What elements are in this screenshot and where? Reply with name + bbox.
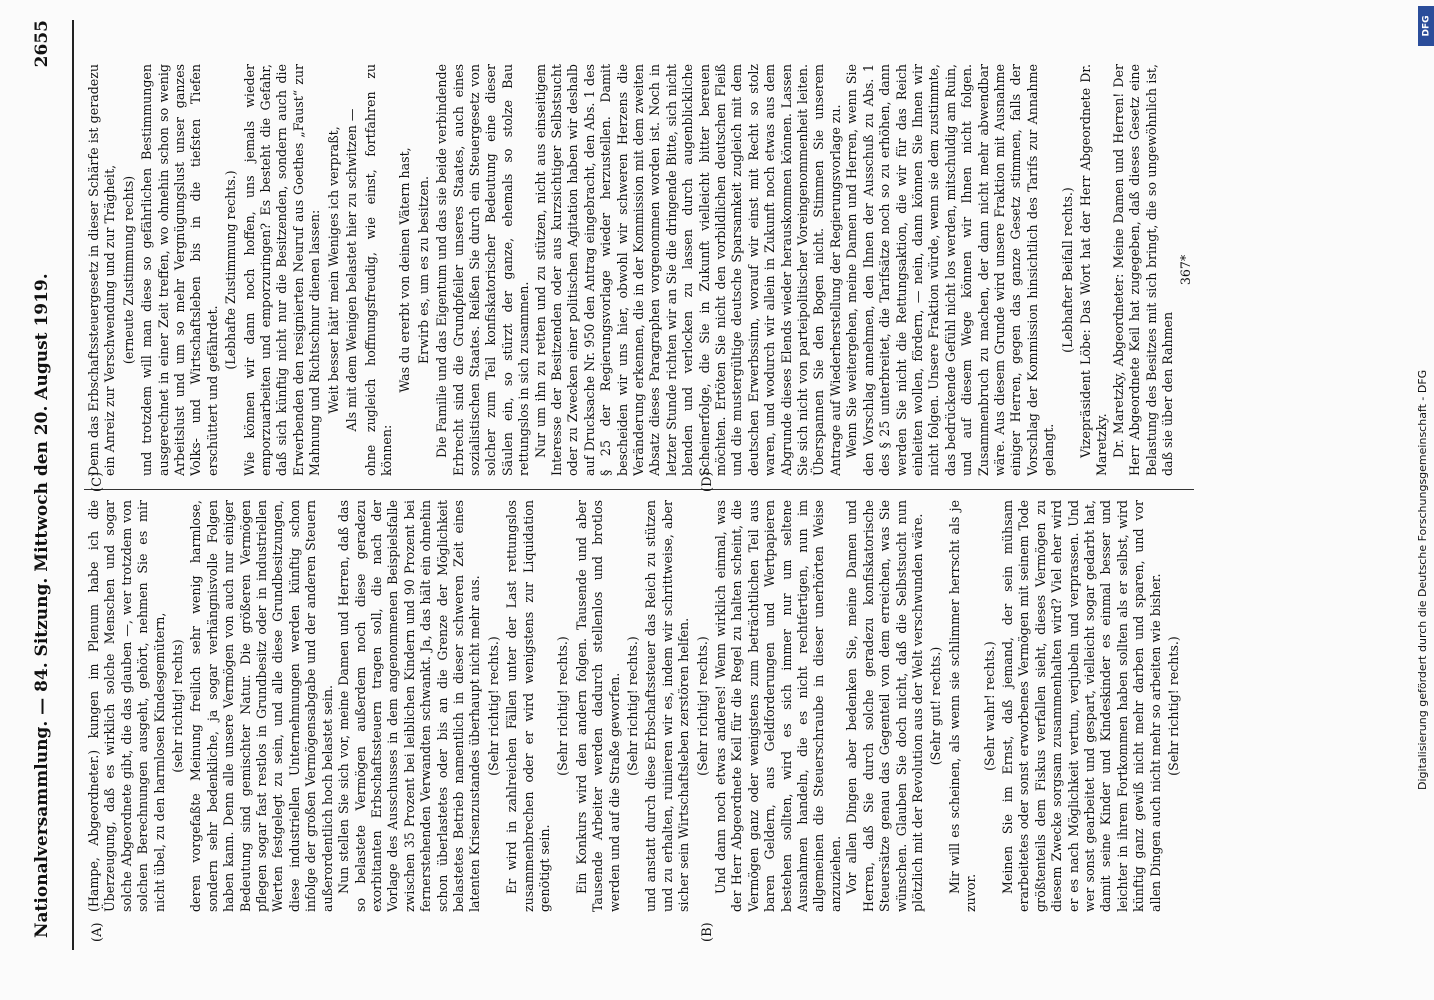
paragraph: Vizepräsident Löbe: Das Wort hat der Herr Abgeordnete Dr. Maretzky. (1077, 64, 1110, 476)
paragraph: (Hampe, Abgeordneter.) kungen im Plenum habe ich die Überzeugung, daß es wirklich solche Menschen und sogar solche Abgeordnete gibt, die das glauben —, wer trotzdem von solchen Berechnungen ausgeht, gehört, nehmen Sie es mir nicht übel, zu den harmlosen Kindesgemütern, (86, 500, 167, 912)
interjection-line: (Sehr gut! rechts.) (928, 646, 944, 766)
paragraph: Nun stellen Sie sich vor, meine Damen und Herren, daß das so belastete Vermögen außerdem noch diese geradezu exorbitanten Erbschaftssteuern tragen soll, die nach der Vorlage des Ausschusses in dem angenommenen Beispielsfalle zwischen 35 Prozent bei leiblichen Kindern und 90 Prozent bei fernerstehenden Verwandten schwankt. Ja, das hält ein ohnehin schon überlastetes oder bis an die Grenze der Möglichkeit belastetes Betrieb namentlich in dieser schweren Zeit eines latenten Krisenzustandes überhaupt nicht mehr aus. (336, 500, 483, 912)
interjection-line: Weit besser hätt' mein Weniges ich verpraßt, (325, 126, 341, 414)
interjection-line: (Lebhafte Zustimmung rechts.) (223, 170, 239, 370)
paragraph: und trotzdem will man diese so gefährlichen Bestimmungen ausgerechnet in einer Zeit treffen, wo ohnehin schon so wenig Arbeitslust und um so mehr Vergnügungslust unser ganzes Volks- und Wirtschaftsleben bis in die tiefsten Tiefen erschüttert und gefährdet. (139, 64, 220, 476)
paragraph: deren vorgefaßte Meinung freilich sehr wenig harmlose, sondern sehr bedenkliche, ja sogar verhängnisvolle Folgen haben kann. Denn alle unsere Vermögen von auch nur einiger Bedeutung sind gemischter Natur. Die größeren Vermögen pflegen sogar fast restlos in Grundbesitz oder in industriellen Werten festgelegt zu sein, und alle diese Grundbesitzungen, diese industriellen Unternehmungen werden künftig schon infolge der großen Vermögensabgabe und der anderen Steuern außerordentlich hoch belastet sein. (188, 500, 335, 912)
right-text-column (86, 64, 1206, 476)
interjection-line: (Sehr richtig! rechts.) (485, 636, 501, 776)
paragraph: Dr. Maretzky, Abgeordneter: Meine Damen und Herren! Der Herr Abgeordnete Keil hat zugegeben, daß dieses Gesetz eine Belastung des Besitzes mit sich bringt, die so ungewöhnlich ist, daß sie über den Rahmen (1110, 64, 1175, 476)
paragraph: Er wird in zahlreichen Fällen unter der Last rettungslos zusammenbrechen oder er wird wenigstens zur Liquidation genötigt sein. (504, 500, 552, 912)
margin-marker-a: (A) (90, 922, 105, 942)
header-title: Nationalversammlung. — 84. Sitzung. Mittwoch den 20. August 1919. (32, 273, 52, 938)
page-number: 2655 (32, 20, 52, 68)
interjection-line: (Sehr wahr! rechts.) (981, 641, 997, 771)
paragraph: und anstatt durch diese Erbschaftssteuer das Reich zu stützen und zu erhalten, ruinieren wir es, indem wir schrittweise, aber sicher sein Wirtschaftsleben zerstören helfen. (643, 500, 692, 912)
margin-marker-d-mid: (D) (700, 471, 715, 492)
paragraph: Nur um ihn zu retten und zu stützen, nicht aus einseitigem Interesse der Besitzenden oder aus kurzsichtiger Selbstsucht oder zu Zwecken einer politischen Agitation haben wir deshalb auf Drucksache Nr. 950 den Antrag eingebracht, den Abs. 1 des § 25 der Regierungsvorlage wieder herzustellen. Damit bescheiden wir uns hier, obwohl wir schweren Herzens die Veränderung erkennen, die in der Kommission mit dem zweiten Absatz dieses Paragraphen vorgenommen worden ist. Noch in letzter Stunde richten wir an Sie die dringende Bitte, sich nicht blenden und verlocken zu lassen durch augenblickliche Scheinerfolge, die Sie in Zukunft vielleicht bitter bereuen möchten. Ertöten Sie nicht den vorbildlichen deutschen Fleiß und die mustergültige deutsche Sparsamkeit zugleich mit dem deutschen Erwerbssinn, worauf wir einst mit Recht so stolz waren, und wodurch wir allein in Zukunft noch etwas aus dem Abgrunde dieses Elends wieder herauskommen können. Lassen Sie sich nicht von parteipolitischer Voreingenommenheit leiten. Überspannen Sie den Bogen nicht. Stimmen Sie unserem Antrage auf Wiederherstellung der Regierungsvorlage zu. (532, 64, 843, 476)
dfg-logo: DFG (1418, 6, 1434, 46)
page-header (28, 0, 68, 1000)
paragraph: Mir will es scheinen, als wenn sie schlimmer herrscht als je zuvor. (946, 500, 979, 912)
paragraph: Und dann noch etwas anderes! Wenn wirklich einmal, was der Herr Abgeordnete Keil für die Regel zu halten scheint, die Vermögen ganz oder wenigstens zum beträchtlichen Teil aus baren Geldern, aus Geldforderungen und Wertpapieren bestehen sollten, wird es sich immer nur um seltene Ausnahmen handeln, die es nicht rechtfertigen, nun im allgemeinen die Steuerschraube in dieser unerhörten Weise anzuziehen. (713, 500, 843, 912)
paragraph: ohne zugleich hoffnungsfreudig, wie einst, fortfahren zu können: (362, 64, 394, 476)
funding-note-text: Digitalisierung gefördert durch die Deutsche Forschungsgemeinschaft - DFG (1416, 369, 1429, 790)
paragraph: Wenn Sie weitergehen, meine Damen und Herren, wenn Sie den Vorschlag annehmen, den Ihnen der Ausschuß zu Abs. 1 des § 25 unterbreitet, die Tarifsätze noch so zu erhöhen, dann werden Sie nicht die Rettungsaktion, die wir für das Reich einleiten wollen, fördern, — nein, dann können Sie Ihnen wir nicht folgen. Unsere Fraktion würde, wenn sie dem zustimmte, das bedrückende Gefühl nicht los werden, mitschuldig am Ruin, und auf diesem Wege können wir Ihnen nicht folgen. Zusammenbruch zu machen, der dann nicht mehr abwendbar wäre. Aus diesem Grunde wird unsere Fraktion mit Ausnahme einiger Herren, gegen das ganze Gesetz stimmen, falls der Vorschlag der Kommission hinsichtlich des Tarifs zur Annahme gelangt. (844, 64, 1057, 476)
paragraph: Meinen Sie im Ernst, daß jemand, der sein mühsam erarbeitetes oder sonst erworbenes Vermögen mit seinem Tode größtenteils dem Fiskus verfallen sieht, dieses Vermögen zu diesem Zwecke sorgsam zusammenhalten wird? Viel eher wird er es nach Möglichkeit vertun, verjubeln und verprassen. Und wer sonst gearbeitet und gespart, vielleicht sogar gedarbt hat, damit seine Kinder und Kindeskinder es einmal besser und leichter in ihrem Fortkommen haben sollten als er selbst, wird künftig ganz gewiß nicht mehr darben und sparen, und vor allen Dingen auch nicht mehr so arbeiten wie bisher. (999, 500, 1163, 912)
margin-marker-b: (B) (700, 922, 715, 942)
paragraph: Vor allen Dingen aber bedenken Sie, meine Damen und Herren, daß Sie durch solche geradezu konfiskatorische Steuersätze genau das Gegenteil von dem erreichen, was Sie wünschen. Glauben Sie doch nicht, daß die Selbstsucht nun plötzlich mit der Revolution aus der Welt verschwunden wäre. (844, 500, 925, 912)
paragraph: Wie können wir dann noch hoffen, uns jemals wieder emporzuarbeiten und emporzuringen? Es besteht die Gefahr, daß sich künftig nicht nur die Besitzenden, sondern auch die Erwerbenden den resignierten Neuruf aus Goethes „Faust“ zur Mahnung und Richtschnur dienen lassen: (241, 64, 323, 476)
interjection-line: (Sehr richtig! rechts.) (625, 636, 640, 776)
left-text-column (86, 500, 1206, 912)
interjection-line: (Sehr richtig! rechts.) (694, 636, 710, 776)
header-rule (72, 20, 74, 950)
paragraph: Ein Konkurs wird den andern folgen. Tausende und aber Tausende Arbeiter werden dadurch stellenlos und brotlos werden und auf die Straße geworfen. (573, 500, 622, 912)
funding-note (1416, 190, 1434, 990)
paragraph: Denn das Erbschaftssteuergesetz in dieser Schärfe ist geradezu ein Anreiz zur Verschwendung und zur Trägheit, (86, 64, 118, 476)
margin-marker-c-mid: (C) (90, 471, 105, 492)
column-divider (84, 489, 1194, 490)
interjection-line: Als mit dem Wenigen belastet hier zu schwitzen — (344, 108, 360, 432)
interjection-line: Was du ererbt von deinen Vätern hast, (397, 147, 413, 393)
paragraph: Die Familie und das Eigentum und das sie beide verbindende Erbrecht sind die Grundpfeiler unseres Staates, auch eines sozialistischen Staates. Reißen Sie durch ein Steuergesetz von solcher zum Teil konfiskatorischer Bedeutung eine dieser Säulen ein, so stürzt der ganze, ehemals so stolze Bau rettungslos in sich zusammen. (434, 64, 532, 476)
interjection-line: (erneute Zustimmung rechts) (120, 175, 136, 365)
interjection-line: (Lebhafter Beifall rechts.) (1059, 187, 1075, 353)
interjection-line: (Sehr richtig! rechts.) (555, 636, 571, 776)
interjection-line: (sehr richtig! rechts) (170, 639, 186, 773)
interjection-line: (Sehr richtig! rechts.) (1166, 636, 1181, 776)
interjection-line: Erwirb es, um es zu besitzen. (415, 175, 431, 365)
interjection-line: 367* (1178, 254, 1194, 286)
